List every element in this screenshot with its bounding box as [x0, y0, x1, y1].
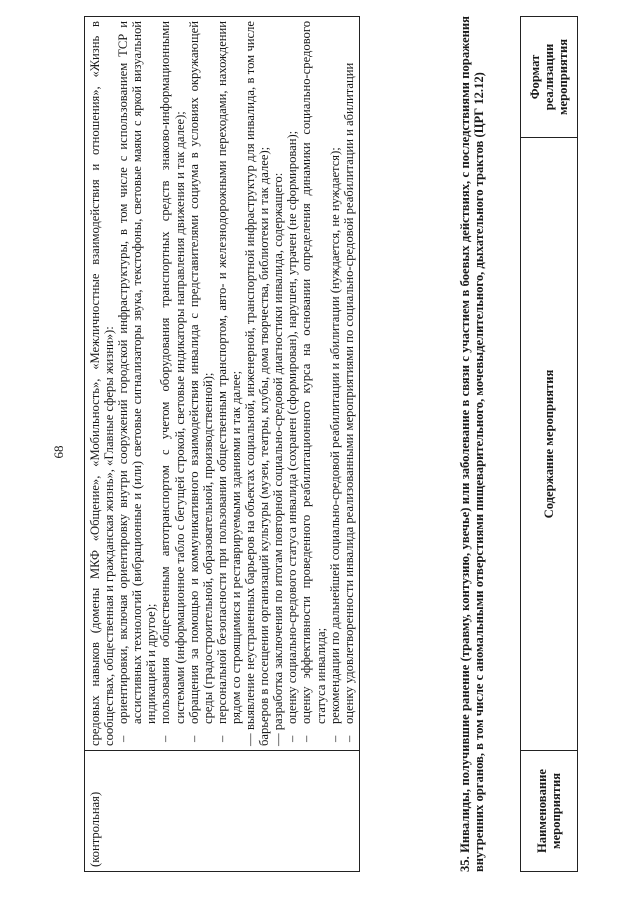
page-number: 68	[51, 445, 66, 459]
list-item-text: пользования общественным автотранспортом с учетом оборудования транспортных средств знаково-информационными системами (информационное табло с бегущей строкой, световые индикаторы направления движения и так далее);	[158, 21, 187, 724]
list-item-text: рекомендации по дальнейшей социально-средовой реабилитации и абилитации (нуждается, не нуждается);	[327, 147, 342, 724]
list-item	[299, 21, 327, 746]
list-item	[342, 21, 356, 746]
list-dash: –	[299, 735, 314, 742]
header-content-column: Содержание мероприятия	[521, 138, 578, 751]
list-item-text: оценку эффективности проведенного реабилитационного курса на основании определения динамики социально-средового статуса инвалида;	[299, 21, 328, 724]
header-row	[521, 17, 578, 872]
header-name-column: Наименование мероприятия	[521, 751, 578, 872]
continued-table	[84, 16, 360, 872]
content-intro: средовых навыков (домены МКФ «Общение», «Мобильность», «Межличностные взаимодействия и отношения», «Жизнь в сообществах, общественная и гражданская жизнь», «Главные сферы жизни»):	[88, 21, 117, 746]
list-item	[116, 21, 158, 746]
list-item	[285, 21, 299, 746]
list-item-text: оценку удовлетворенности инвалида реализованными мероприятиями по социально-средовой реабилитации и абилитации	[341, 62, 356, 724]
list-item	[158, 21, 186, 746]
conclusion-paragraph: — разработка заключения по итогам повторной социально-средовой диагностики инвалида, содержащего:	[271, 172, 286, 746]
measure-content-cell	[85, 17, 360, 751]
list-item-text: оценку социально-средового статуса инвалида (сохранен (сформирован), нарушен, утрачен (не сформирован);	[285, 130, 300, 724]
list-item-text: ориентировки, включая ориентировку внутри сооружений городской инфраструктуры, в том числе с использованием ТСР и ассистивных технологий (вибрационные и (или) световые сигнализаторы звука, текстофоны, световые маяки с яркой визуальной индикацией и другое);	[116, 21, 159, 724]
list-item	[187, 21, 215, 746]
list-dash: –	[116, 735, 131, 742]
list-dash: –	[327, 735, 342, 742]
list-dash: –	[158, 735, 173, 742]
barriers-paragraph: — выявление неустраненных барьеров на объектах социальной, инженерной, транспортной инфраструктур для инвалида, в том числе барьеров в посещении организаций культуры (музеи, театры, клубы, дома творчества, библиотеки и так далее);	[243, 21, 272, 746]
list-dash: –	[214, 735, 229, 742]
table-row	[85, 17, 360, 872]
list-item-text: персональной безопасности при пользовании общественным транспортом, авто- и железнодорожными переходами, нахождении рядом со строящимися и реставрируемыми зданиями и так далее;	[214, 21, 243, 724]
header-format-column: Формат реализации мероприятия	[521, 17, 578, 138]
list-dash: –	[186, 735, 201, 742]
list-item	[328, 21, 342, 746]
new-table-header	[520, 16, 578, 872]
section-heading: 35. Инвалиды, получившие ранение (травму, контузию, увечье) или заболевание в связи с участием в боевых действиях, с последствиями поражения внутренних органов, в том числе с аномальными отверстиями пищеварительного, мочевыделительного, дыхательного трактов (ЦРГ 12.12)	[458, 16, 487, 872]
rotated-page-content	[40, 12, 600, 892]
list-item	[215, 21, 243, 746]
list-item-text: обращения за помощью и коммуникативного взаимодействия инвалида с представителями социума в условиях окружающей среды (градостроительной, образовательной, производственной);	[186, 21, 215, 724]
list-dash: –	[285, 735, 300, 742]
list-dash: –	[341, 735, 356, 742]
measure-name: (контрольная)	[88, 791, 102, 867]
measure-name-cell	[85, 751, 360, 872]
